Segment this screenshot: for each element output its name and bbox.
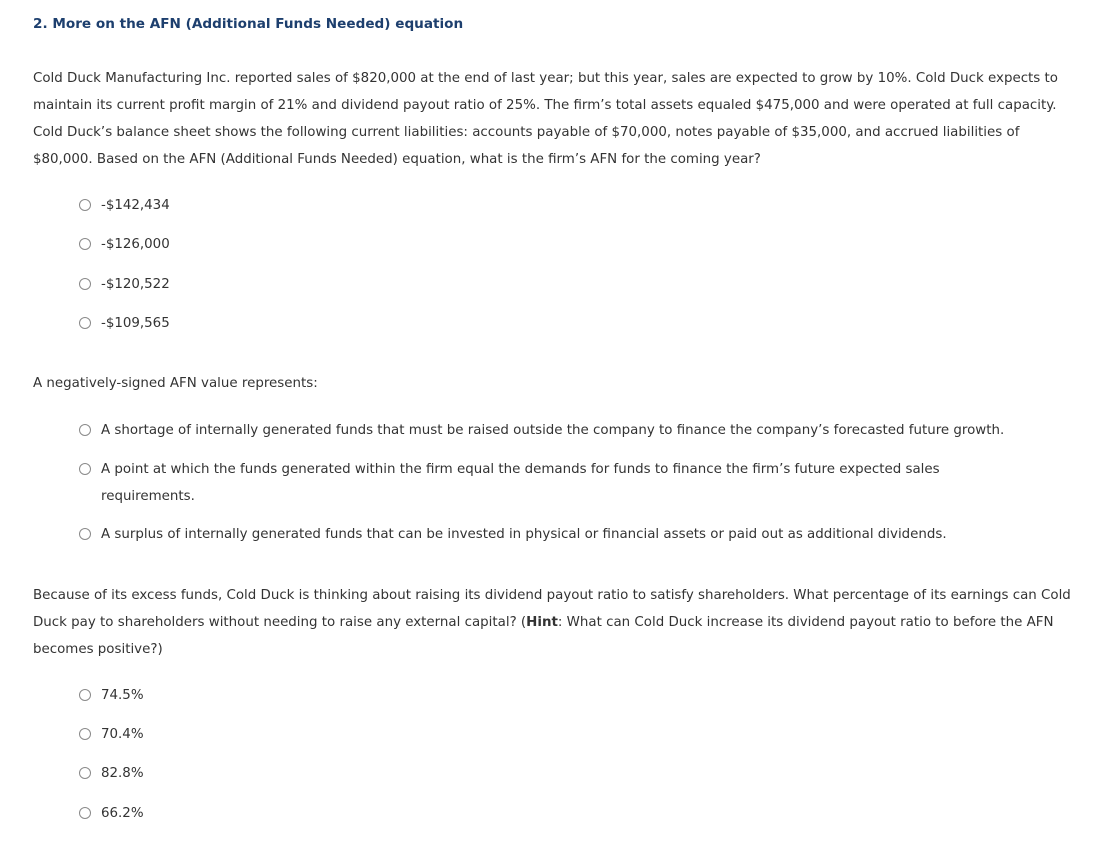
- q1-option-2[interactable]: [79, 231, 170, 258]
- hint-label: Hint: [526, 615, 558, 630]
- q1-option-4[interactable]: [79, 310, 170, 337]
- option-label: 70.4%: [101, 727, 144, 742]
- option-label: -$126,000: [101, 237, 170, 252]
- radio-button[interactable]: [79, 767, 91, 779]
- option-label: A point at which the funds generated within the firm equal the demands for funds to finance the firm’s future expected sales requirements.: [101, 462, 940, 504]
- option-label: 82.8%: [101, 766, 144, 781]
- question-1-text: Cold Duck Manufacturing Inc. reported sales of $820,000 at the end of last year; but this year, sales are expected to grow by 10%. Cold Duck expects to maintain its current profit margin of 21% and dividend payout ratio of 25%. The firm’s total assets equaled $475,000 and were operated at full capacity. Cold Duck’s balance sheet shows the following current liabilities: accounts payable of $70,000, notes payable of $35,000, and accrued liabilities of $80,000. Based on the AFN (Additional Funds Needed) equation, what is the firm’s AFN for the coming year?: [33, 71, 1058, 167]
- q3-option-2[interactable]: [79, 721, 144, 748]
- option-label: A surplus of internally generated funds that can be invested in physical or financial assets or paid out as additional dividends.: [101, 527, 947, 542]
- radio-button[interactable]: [79, 463, 91, 475]
- q3-option-4[interactable]: [79, 800, 144, 827]
- radio-button[interactable]: [79, 278, 91, 290]
- radio-button[interactable]: [79, 424, 91, 436]
- q1-option-1[interactable]: [79, 192, 170, 219]
- option-label: -$109,565: [101, 316, 170, 331]
- question-2-text: A negatively-signed AFN value represents:: [33, 376, 318, 391]
- question-3-text-after: : What can Cold Duck increase its dividend payout ratio to before the AFN becomes positive?): [33, 615, 1054, 657]
- radio-button[interactable]: [79, 807, 91, 819]
- q2-option-1[interactable]: [79, 417, 1004, 444]
- q2-option-3[interactable]: [79, 521, 947, 548]
- question-3-text-before: Because of its excess funds, Cold Duck is thinking about raising its dividend payout ratio to satisfy shareholders. What percentage of its earnings can Cold Duck pay to shareholders without needing to raise any external capital? (: [33, 588, 1071, 630]
- radio-button[interactable]: [79, 728, 91, 740]
- q2-option-2[interactable]: [79, 456, 959, 510]
- option-label: 74.5%: [101, 688, 144, 703]
- radio-button[interactable]: [79, 199, 91, 211]
- option-label: -$142,434: [101, 198, 170, 213]
- radio-button[interactable]: [79, 238, 91, 250]
- radio-button[interactable]: [79, 528, 91, 540]
- option-label: -$120,522: [101, 277, 170, 292]
- q3-option-3[interactable]: [79, 760, 144, 787]
- radio-button[interactable]: [79, 317, 91, 329]
- option-label: 66.2%: [101, 806, 144, 821]
- question-3-text: [33, 582, 1073, 663]
- option-label: A shortage of internally generated funds that must be raised outside the company to finance the company’s forecasted future growth.: [101, 423, 1005, 438]
- q3-option-1[interactable]: [79, 682, 144, 709]
- radio-button[interactable]: [79, 689, 91, 701]
- q1-option-3[interactable]: [79, 271, 170, 298]
- page-title: 2. More on the AFN (Additional Funds Needed) equation: [33, 16, 464, 32]
